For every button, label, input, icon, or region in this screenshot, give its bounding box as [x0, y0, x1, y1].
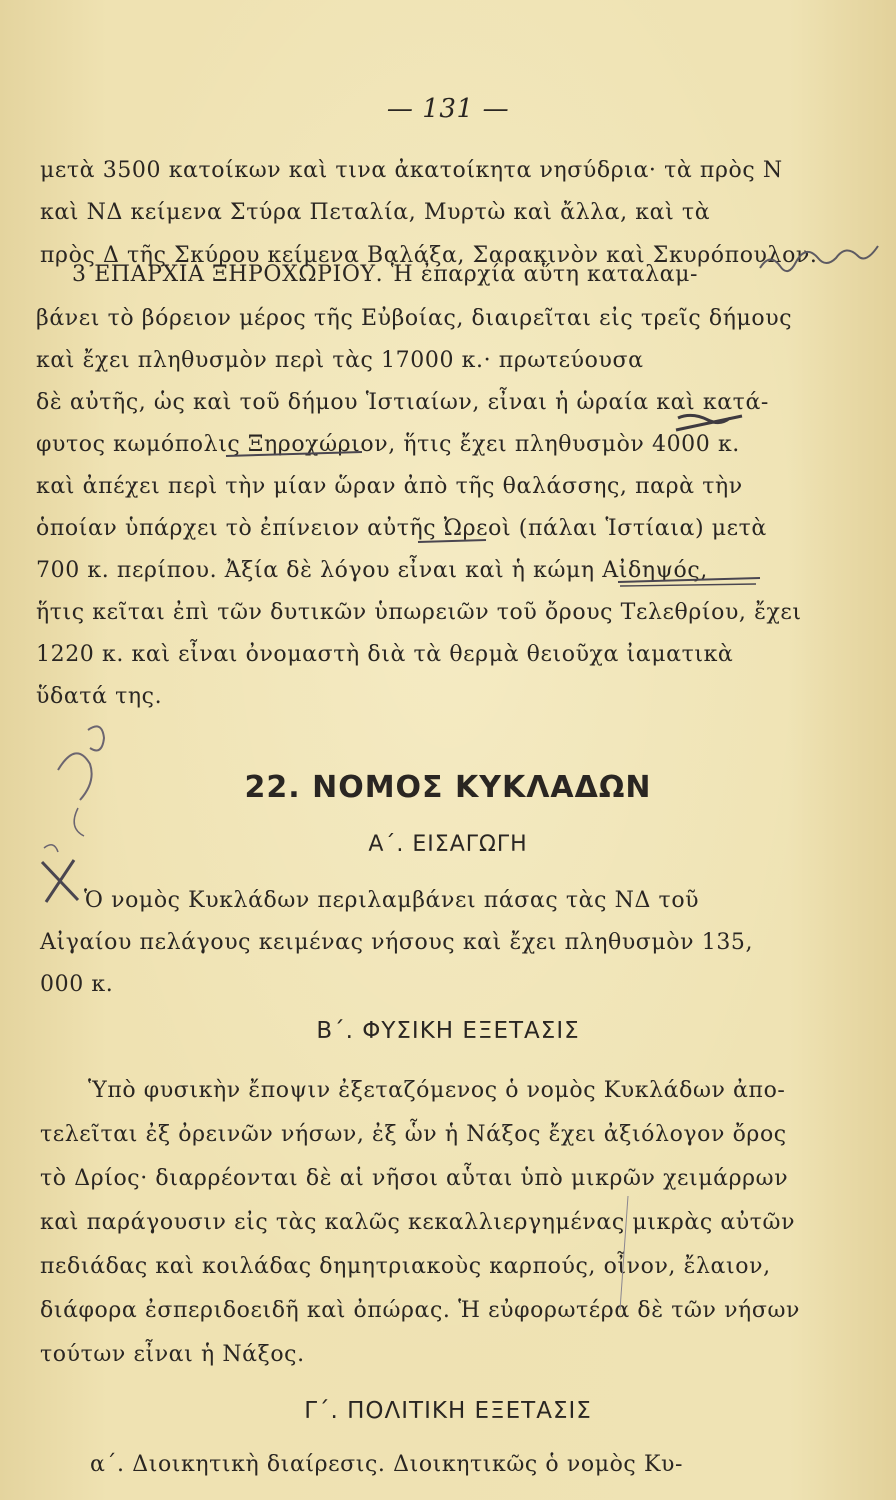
text-line: 000 κ. — [40, 972, 114, 997]
text-line: μετὰ 3500 κατοίκων καὶ τινα ἀκατοίκητα νησύδρια· τὰ πρὸς Ν — [40, 158, 783, 183]
text-line: ἥτις κεῖται ἐπὶ τῶν δυτικῶν ὑπωρειῶν τοῦ ὄρους Τελεθρίου, ἔχει — [36, 600, 802, 625]
text-line: βάνει τὸ βόρειον μέρος τῆς Εὐβοίας, διαιρεῖται εἰς τρεῖς δήμους — [36, 306, 793, 331]
text-line: καὶ ἔχει πληθυσμὸν περὶ τὰς 17000 κ.· πρωτεύουσα — [36, 348, 644, 373]
text-line: Ὑπὸ φυσικὴν ἔποψιν ἐξεταζόμενος ὁ νομὸς Κυκλάδων ἀπο- — [88, 1078, 786, 1103]
section-title: 22. ΝΟΜΟΣ ΚΥΚΛΑΔΩΝ — [244, 770, 652, 805]
text-line: φυτος κωμόπολις Ξηροχώριον, ἥτις ἔχει πληθυσμὸν 4000 κ. — [36, 432, 740, 457]
text-line: πεδιάδας καὶ κοιλάδας δημητριακοὺς καρπούς, οἶνον, ἔλαιον, — [40, 1254, 771, 1279]
text-line: ὁποίαν ὑπάρχει τὸ ἐπίνειον αὐτῆς Ὠρεοὶ (πάλαι Ἱστίαια) μετὰ — [36, 516, 767, 541]
eparchy-heading-line: 3 ΕΠΑΡΧΙΑ ΞΗΡΟΧΩΡΙΟΥ. Ἡ ἐπαρχία αὕτη καταλαμ- — [72, 262, 699, 287]
page-number: — 131 — — [386, 94, 510, 124]
text-line: α΄. Διοικητικὴ διαίρεσις. Διοικητικῶς ὁ νομὸς Κυ- — [90, 1452, 683, 1477]
subheading-introduction: Α΄. ΕΙΣΑΓΩΓΗ — [368, 832, 528, 857]
text-line: 700 κ. περίπου. Ἀξία δὲ λόγου εἶναι καὶ ἡ κώμη Αἰδηψός, — [36, 558, 708, 583]
text-line: Αἰγαίου πελάγους κειμένας νήσους καὶ ἔχει πληθυσμὸν 135, — [40, 930, 754, 955]
text-line: τὸ Δρίος· διαρρέονται δὲ αἱ νῆσοι αὗται ὑπὸ μικρῶν χειμάρρων — [40, 1166, 789, 1191]
text-line: καὶ παράγουσιν εἰς τὰς καλῶς κεκαλλιεργημένας μικρὰς αὐτῶν — [40, 1210, 796, 1235]
text-line: 1220 κ. καὶ εἶναι ὀνομαστὴ διὰ τὰ θερμὰ θειοῦχα ἰαματικὰ — [36, 642, 734, 667]
text-line: δὲ αὐτῆς, ὡς καὶ τοῦ δήμου Ἱστιαίων, εἶναι ἡ ὡραία καὶ κατά- — [36, 390, 769, 415]
text-line: ὕδατά της. — [36, 684, 163, 709]
text-line: πρὸς Δ τῆς Σκύρου κείμενα Βαλάξα, Σαρακινὸν καὶ Σκυρόπουλον. — [40, 243, 818, 268]
text-line: διάφορα ἐσπεριδοειδῆ καὶ ὀπώρας. Ἡ εὐφορωτέρα δὲ τῶν νήσων — [40, 1298, 800, 1323]
text-line: τούτων εἶναι ἡ Νάξος. — [40, 1342, 305, 1367]
text-line: τελεῖται ἐξ ὀρεινῶν νήσων, ἐξ ὧν ἡ Νάξος ἔχει ἀξιόλογον ὄρος — [40, 1122, 787, 1147]
subheading-physical: Β΄. ΦΥΣΙΚΗ ΕΞΕΤΑΣΙΣ — [316, 1018, 580, 1044]
text-line: καὶ ἀπέχει περὶ τὴν μίαν ὥραν ἀπὸ τῆς θαλάσσης, παρὰ τὴν — [36, 474, 743, 499]
text-line: καὶ ΝΔ κείμενα Στύρα Πεταλία, Μυρτὼ καὶ ἄλλα, καὶ τὰ — [40, 200, 711, 225]
subheading-political: Γ΄. ΠΟΛΙΤΙΚΗ ΕΞΕΤΑΣΙΣ — [304, 1398, 592, 1424]
text-line: Ὁ νομὸς Κυκλάδων περιλαμβάνει πάσας τὰς ΝΔ τοῦ — [84, 888, 700, 913]
